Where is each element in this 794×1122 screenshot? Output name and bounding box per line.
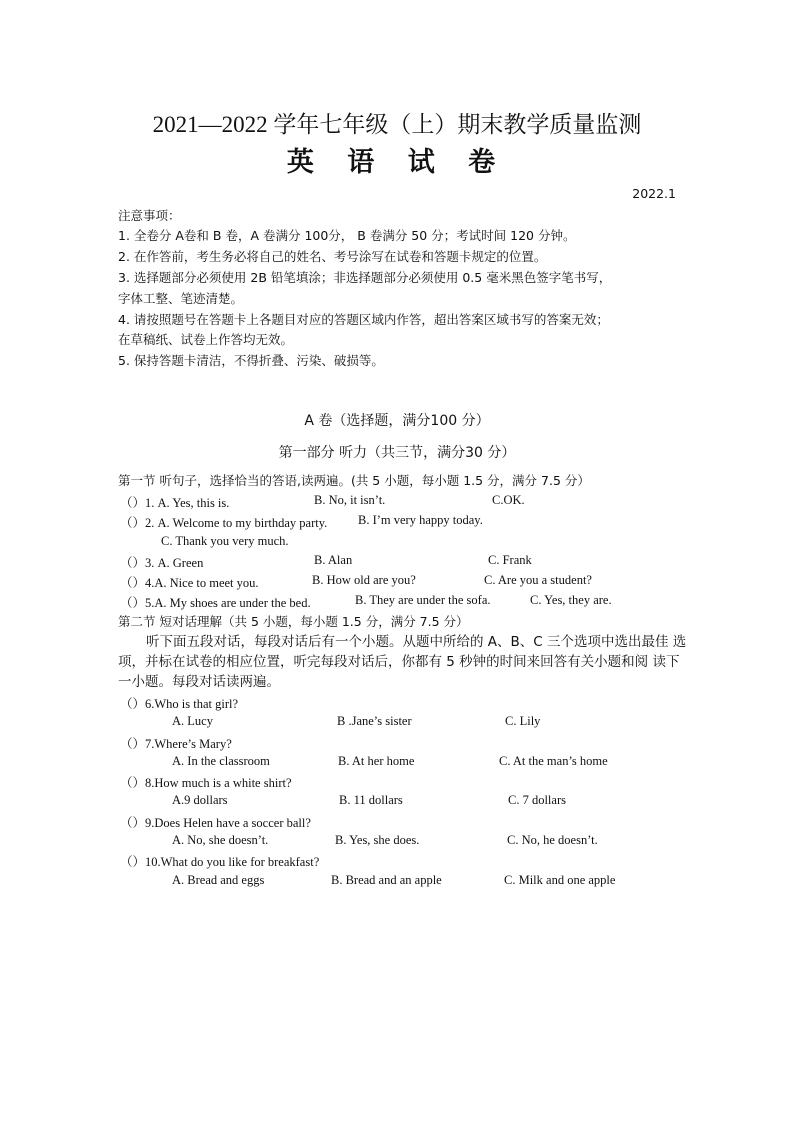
question-8-option-a: A.9 dollars bbox=[172, 793, 228, 807]
question-10: （）10.What do you like for breakfast? bbox=[120, 855, 320, 869]
question-7-option-a: A. In the classroom bbox=[172, 754, 270, 768]
section2-instructions: 听下面五段对话，每段对话后有一个小题。从题中所给的 A、B、C 三个选项中选出最佳 选项，并标在试卷的相应位置，听完每段对话后，你都有 5 秒钟的时间来回答有关小题和阅 读下一小题。每段对话读两遍。 bbox=[118, 634, 687, 690]
question-7-option-c: C. At the man’s home bbox=[499, 754, 608, 768]
question-8-option-b: B. 11 dollars bbox=[339, 793, 403, 807]
section1-heading: 第一节 听句子，选择恰当的答语,读两遍。(共 5 小题，每小题 1.5 分，满分 7.5 分） bbox=[118, 473, 590, 488]
question-4-option-b: B. How old are you? bbox=[312, 573, 416, 587]
note-item: 4. 请按照题号在答题卡上各题目对应的答题区域内作答，超出答案区域书写的答案无效； bbox=[118, 312, 609, 327]
exam-date: 2022.1 bbox=[632, 186, 676, 201]
section2-heading: 第二节 短对话理解（共 5 小题，每小题 1.5 分，满分 7.5 分） bbox=[118, 614, 469, 629]
note-item: 5. 保持答题卡清洁，不得折叠、污染、破损等。 bbox=[118, 353, 384, 368]
question-9-option-c: C. No, he doesn’t. bbox=[507, 833, 598, 847]
note-item: 1. 全卷分 A卷和 B 卷，A 卷满分 100分， B 卷满分 50 分；考试时间 120 分钟。 bbox=[118, 228, 576, 243]
question-8: （）8.How much is a white shirt? bbox=[120, 776, 292, 790]
question-2: （）2. A. Welcome to my birthday party. bbox=[120, 516, 328, 530]
question-3-option-b: B. Alan bbox=[314, 553, 353, 567]
question-3: （）3. A. Green bbox=[120, 556, 204, 570]
question-6-option-b: B .Jane’s sister bbox=[337, 714, 412, 728]
note-item: 3. 选择题部分必须使用 2B 铅笔填涂；非选择题部分必须使用 0.5 毫米黑色签字笔书写， bbox=[118, 270, 612, 285]
part1-title: 第一部分 听力（共三节，满分30 分） bbox=[278, 445, 516, 461]
question-7: （）7.Where’s Mary? bbox=[120, 737, 232, 751]
question-3-option-c: C. Frank bbox=[488, 553, 532, 567]
question-4: （）4.A. Nice to meet you. bbox=[120, 576, 259, 590]
question-5-option-b: B. They are under the sofa. bbox=[355, 593, 491, 607]
question-6-option-c: C. Lily bbox=[505, 714, 541, 728]
part-a-title: A 卷（选择题，满分100 分） bbox=[304, 413, 490, 429]
exam-title: 2021—2022 学年七年级（上）期末教学质量监测 bbox=[152, 112, 642, 137]
notes-heading: 注意事项： bbox=[118, 208, 181, 223]
note-item: 2. 在作答前，考生务必将自己的姓名、考号涂写在试卷和答题卡规定的位置。 bbox=[118, 249, 547, 264]
question-6-option-a: A. Lucy bbox=[172, 714, 213, 728]
question-10-option-a: A. Bread and eggs bbox=[172, 873, 265, 887]
question-1-option-c: C.OK. bbox=[492, 493, 525, 507]
question-6: （）6.Who is that girl? bbox=[120, 697, 239, 711]
question-9: （）9.Does Helen have a soccer ball? bbox=[120, 816, 311, 830]
question-9-option-a: A. No, she doesn’t. bbox=[172, 833, 269, 847]
question-1-option-b: B. No, it isn’t. bbox=[314, 493, 386, 507]
exam-subtitle: 英 语 试 卷 bbox=[286, 147, 508, 178]
question-5: （）5.A. My shoes are under the bed. bbox=[120, 596, 311, 610]
question-5-option-c: C. Yes, they are. bbox=[530, 593, 612, 607]
question-4-option-c: C. Are you a student? bbox=[484, 573, 592, 587]
question-9-option-b: B. Yes, she does. bbox=[335, 833, 420, 847]
question-10-option-b: B. Bread and an apple bbox=[331, 873, 442, 887]
question-8-option-c: C. 7 dollars bbox=[508, 793, 566, 807]
question-7-option-b: B. At her home bbox=[338, 754, 415, 768]
note-item: 字体工整、笔迹清楚。 bbox=[118, 291, 244, 306]
question-10-option-c: C. Milk and one apple bbox=[504, 873, 616, 887]
question-2-option-c: C. Thank you very much. bbox=[161, 534, 289, 548]
note-item: 在草稿纸、试卷上作答均无效。 bbox=[118, 332, 294, 347]
question-1: （）1. A. Yes, this is. bbox=[120, 496, 230, 510]
question-2-option-b: B. I’m very happy today. bbox=[358, 513, 483, 527]
